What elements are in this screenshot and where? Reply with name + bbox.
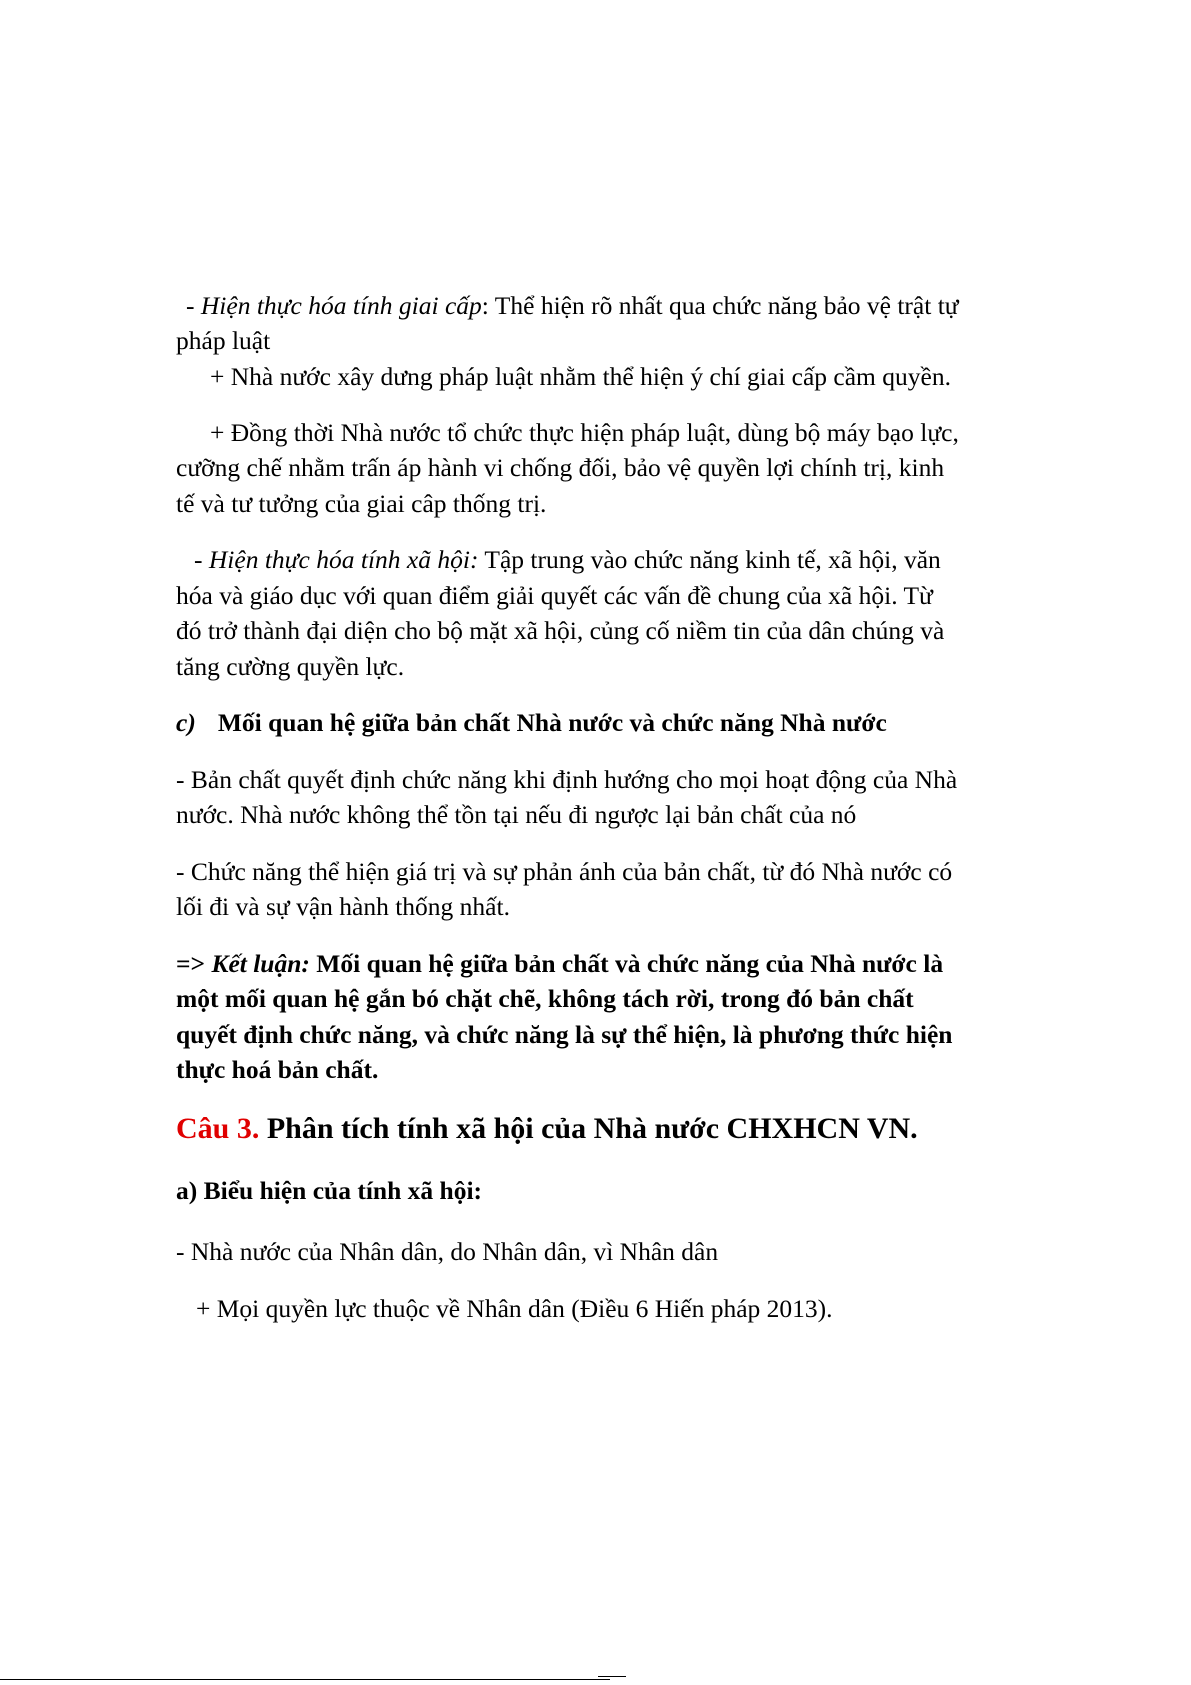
paragraph-4-line-2: lối đi và sự vận hành thống nhất. <box>176 892 510 921</box>
conclusion-text: Mối quan hệ giữa bản chất và chức năng của Nhà nước là <box>309 949 944 978</box>
footer-divider-tab <box>598 1676 626 1677</box>
dash: - <box>194 545 209 574</box>
paragraph-4-line-1: - Chức năng thể hiện giá trị và sự phản ánh của bản chất, từ đó Nhà nước có <box>176 857 953 886</box>
dash: - <box>186 291 201 320</box>
heading-c-label: c) <box>176 708 196 737</box>
paragraph-3-line-1: - Bản chất quyết định chức năng khi định hướng cho mọi hoạt động của Nhà <box>176 765 958 794</box>
paragraph-class-line-1 <box>186 289 959 323</box>
conclusion-line-3: quyết định chức năng, và chức năng là sự thể hiện, là phương thức hiện <box>176 1020 953 1049</box>
sub-item-1: + Nhà nước xây dưng pháp luật nhằm thể hiện ý chí giai cấp cầm quyền. <box>210 362 951 391</box>
paragraph-social-line-4: tăng cường quyền lực. <box>176 652 405 681</box>
paragraph-text: Tập trung vào chức năng kinh tế, xã hội, văn <box>478 545 941 574</box>
paragraph-3-line-2: nước. Nhà nước không thể tồn tại nếu đi ngược lại bản chất của nó <box>176 800 857 829</box>
conclusion-label: Kết luận: <box>211 949 310 978</box>
question-title: Phân tích tính xã hội của Nhà nước CHXHCN VN. <box>259 1112 918 1145</box>
question-number: Câu 3. <box>176 1112 260 1145</box>
heading-c-text: Mối quan hệ giữa bản chất Nhà nước và chức năng Nhà nước <box>217 708 887 737</box>
sub-item-2-line-2: cưỡng chế nhằm trấn áp hành vi chống đối, bảo vệ quyền lợi chính trị, kinh <box>176 453 945 482</box>
conclusion-line-4: thực hoá bản chất. <box>176 1055 379 1084</box>
sub-item-5-1: + Mọi quyền lực thuộc về Nhân dân (Điều 6 Hiến pháp 2013). <box>196 1294 833 1323</box>
paragraph-social-line-2: hóa và giáo dục với quan điểm giải quyết các vấn đề chung của xã hội. Từ <box>176 581 933 610</box>
sub-item-2-line-3: tế và tư tưởng của giai câp thống trị. <box>176 489 547 518</box>
paragraph-social-line-1 <box>194 543 941 577</box>
paragraph-5: - Nhà nước của Nhân dân, do Nhân dân, vì Nhân dân <box>176 1237 719 1266</box>
question-3-heading <box>176 1112 918 1146</box>
sub-item-2-line-1: + Đồng thời Nhà nước tổ chức thực hiện pháp luật, dùng bộ máy bạo lực, <box>210 418 959 447</box>
term-class: Hiện thực hóa tính giai cấp <box>200 291 482 320</box>
heading-a: a) Biểu hiện của tính xã hội: <box>176 1176 483 1205</box>
paragraph-text: : Thể hiện rõ nhất qua chức năng bảo vệ trật tự <box>481 291 959 320</box>
term-social: Hiện thực hóa tính xã hội: <box>208 545 479 574</box>
arrow: => <box>176 949 212 978</box>
conclusion-line-2: một mối quan hệ gắn bó chặt chẽ, không tách rời, trong đó bản chất <box>176 984 914 1013</box>
footer-divider <box>0 1679 610 1680</box>
paragraph-social-line-3: đó trở thành đại diện cho bộ mặt xã hội, củng cố niềm tin của dân chúng và <box>176 616 945 645</box>
paragraph-class-line-2: pháp luật <box>176 326 271 355</box>
conclusion-line-1 <box>176 947 943 981</box>
heading-c <box>176 706 887 740</box>
